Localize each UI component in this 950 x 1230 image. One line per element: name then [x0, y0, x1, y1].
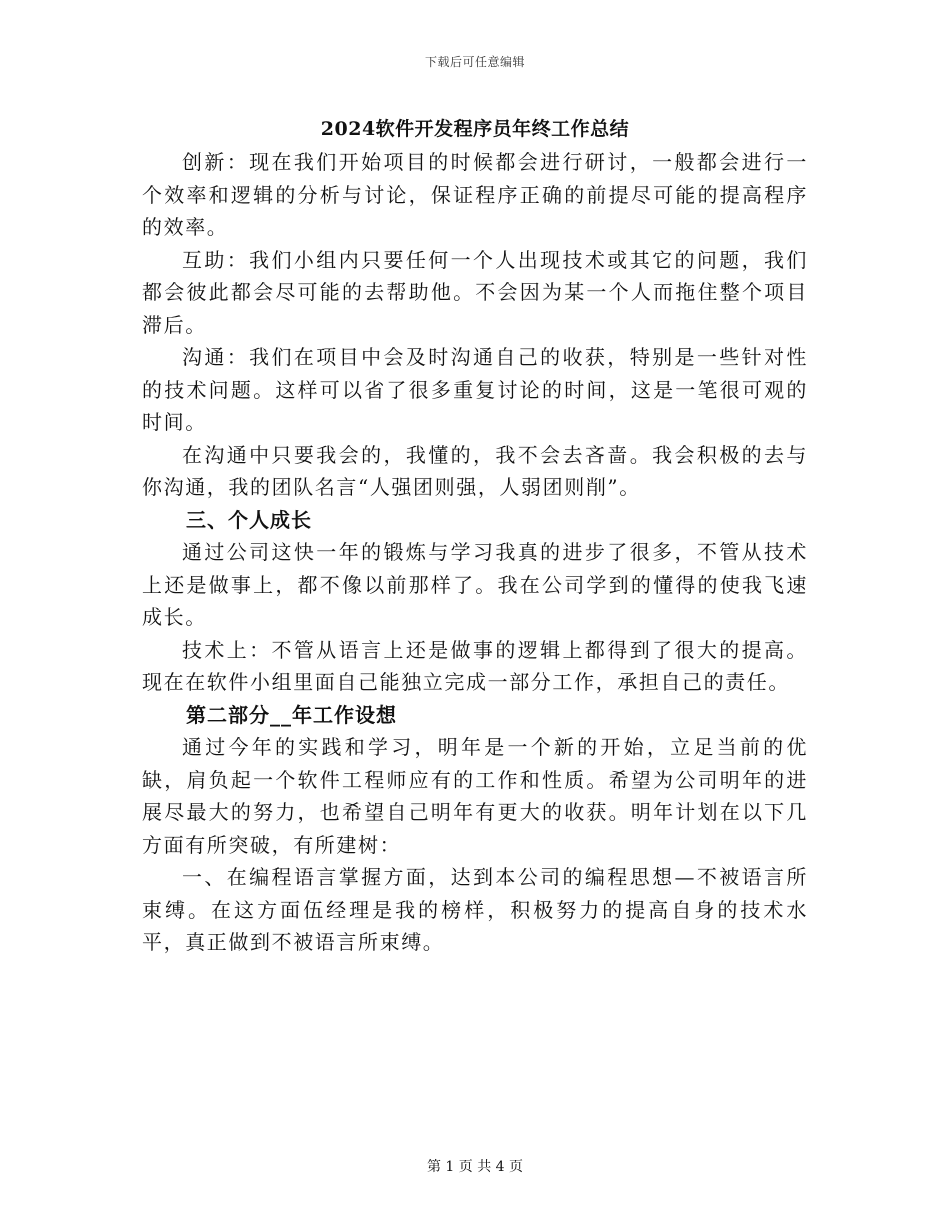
document-body [142, 146, 808, 959]
paragraph-communication: 沟通：我们在项目中会及时沟通自己的收获，特别是一些针对性的技术问题。这样可以省了很多重复讨论的时间，这是一笔很可观的时间。 [142, 345, 808, 434]
document-title: 2024软件开发程序员年终工作总结 [320, 118, 630, 140]
paragraph-plan-item-1: 一、在编程语言掌握方面，达到本公司的编程思想—不被语言所束缚。在这方面伍经理是我的榜样，积极努力的提高自身的技术水平，真正做到不被语言所束缚。 [142, 865, 808, 954]
page-number: 第 1 页 共 4 页 [426, 1159, 524, 1175]
paragraph-innovation: 创新：现在我们开始项目的时候都会进行研讨，一般都会进行一个效率和逻辑的分析与讨论，保证程序正确的前提尽可能的提高程序的效率。 [142, 150, 808, 239]
paragraph-technical-growth: 技术上：不管从语言上还是做事的逻辑上都得到了很大的提高。现在在软件小组里面自己能独立完成一部分工作，承担自己的责任。 [142, 637, 808, 694]
section-heading-personal-growth: 三、个人成长 [186, 507, 312, 532]
paragraph-team-motto: 在沟通中只要我会的，我懂的，我不会去吝啬。我会积极的去与你沟通，我的团队名言“人强团则强，人弱团则削”。 [142, 442, 808, 499]
section-heading-work-plan: 第二部分__年工作设想 [186, 702, 397, 727]
paragraph-plan-intro: 通过今年的实践和学习，明年是一个新的开始，立足当前的优缺，肩负起一个软件工程师应有的工作和性质。希望为公司明年的进展尽最大的努力，也希望自己明年有更大的收获。明年计划在以下几方面有所突破，有所建树： [142, 735, 808, 857]
header-note: 下载后可任意编辑 [424, 55, 525, 69]
paragraph-growth: 通过公司这快一年的锻炼与学习我真的进步了很多，不管从技术上还是做事上，都不像以前那样了。我在公司学到的懂得的使我飞速成长。 [142, 540, 808, 629]
paragraph-mutual-help: 互助：我们小组内只要任何一个人出现技术或其它的问题，我们都会彼此都会尽可能的去帮助他。不会因为某一个人而拖住整个项目滞后。 [142, 247, 808, 337]
